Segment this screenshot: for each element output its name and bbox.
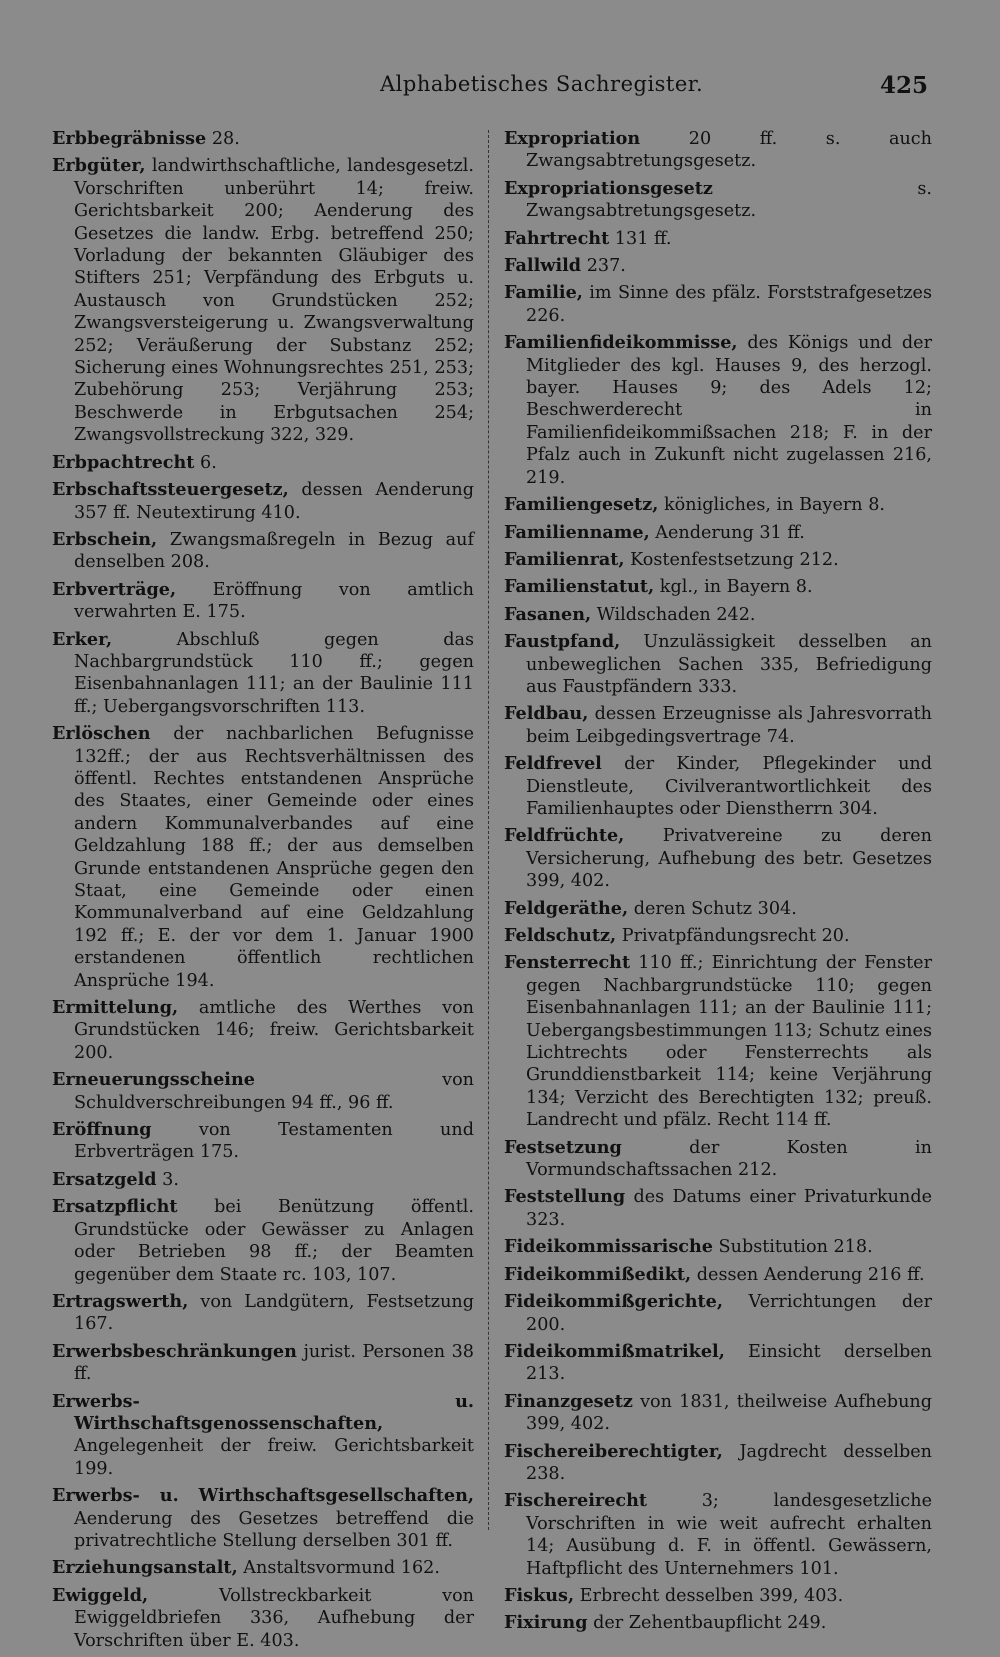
index-entry [504,925,932,947]
index-term: Erbpachtrecht [52,451,195,473]
index-references: von Schuldverschreibungen 94 ff., 96 ff. [74,1070,474,1113]
index-term: Feldschutz, [504,925,617,946]
index-term: Feldgeräthe, [504,897,629,919]
index-entry [52,1069,474,1114]
index-entry [504,549,932,571]
index-entry [504,1236,932,1258]
index-references: Substitution 218. [712,1237,873,1258]
index-entry [52,1485,474,1552]
index-term: Feldfrüchte, [504,825,625,847]
index-references: bei Benützung öffentl. Grundstücke oder Gewässer zu Anlagen oder Betrieben 98 ff.; der Beamten gegenüber dem Staate rc. 103, 107. [74,1197,474,1285]
left-column [52,128,474,1657]
index-term: Festsetzung [504,1136,622,1158]
index-entry [52,1391,474,1481]
index-references: Wildschaden 242. [591,604,756,625]
index-term: Expropriation [504,128,641,149]
index-entry [52,155,474,446]
index-references: Vollstreckbarkeit von Ewiggeldbriefen 336, Aufhebung der Vorschriften über E. 403. [74,1585,474,1651]
index-term: Fideikommißmatrikel, [504,1340,725,1362]
index-entry [52,1119,474,1164]
index-references: Privatvereine zu deren Versicherung, Aufhebung des betr. Gesetzes 399, 402. [526,826,932,892]
index-references: dessen Aenderung 216 ff. [691,1264,925,1285]
index-term: Fixirung [504,1612,588,1634]
index-term: Erwerbsbeschränkungen [52,1340,297,1362]
index-entry [504,332,932,489]
index-term: Erneuerungsscheine [52,1069,255,1091]
column-divider [488,130,489,1530]
index-references: Angelegenheit der freiw. Gerichtsbarkeit 199. [74,1436,474,1479]
index-term: Erker, [52,628,113,650]
index-references: 110 ff.; Einrichtung der Fenster gegen Nachbargrundstücke 110; gegen Eisenbahnanlagen 111; an der Baulinie 111; Uebergangsbestimmungen 113; Schutz eines Lichtrechts oder Fensterrechts als Grunddienstbarkeit 114; keine Verjährung 134; Verzicht des Berechtigten 132; preuß. Landrecht und pfälz. Recht 114 ff. [526,953,932,1131]
index-term: Ersatzpflicht [52,1196,178,1218]
index-entry [504,255,932,277]
index-references: Aenderung des Gesetzes betreffend die privatrechtliche Stellung derselben 301 ff. [74,1508,474,1551]
index-term: Familienstatut, [504,576,655,598]
index-entry [504,282,932,327]
index-term: Familienname, [504,521,650,543]
index-entry [504,1391,932,1436]
index-term: Expropriationsgesetz [504,177,713,199]
page-number: 425 [879,72,928,99]
index-references: der Kosten in Vormundschaftssachen 212. [526,1137,932,1181]
index-references: 3. [156,1169,179,1190]
index-term: Erziehungsanstalt, [52,1557,238,1579]
index-entry [52,579,474,624]
index-entry [504,522,932,544]
index-entry [504,898,932,920]
index-references: von 1831, theilweise Aufhebung 399, 402. [526,1391,932,1435]
index-references: dessen Aenderung 357 ff. Neutextirung 410. [74,480,474,523]
index-entry [504,952,932,1131]
index-term: Fensterrecht [504,952,631,974]
index-term: Fischereiberechtigter, [504,1440,723,1462]
index-references: 28. [206,129,240,149]
index-term: Erbbegräbnisse [52,128,207,149]
index-entry [52,629,474,719]
index-references: Eröffnung von amtlich verwahrten E. 175. [74,579,474,623]
index-references: Aenderung 31 ff. [649,522,805,543]
index-entry [504,1341,932,1386]
index-entry [52,1557,474,1579]
index-term: Faustpfand, [504,631,621,653]
index-references: 131 ff. [609,228,672,249]
index-entry [52,479,474,524]
index-term: Erlöschen [52,723,151,745]
index-entry [52,1291,474,1336]
running-title: Alphabetisches Sachregister. [380,72,704,96]
index-references: des Datums einer Privaturkunde 323. [526,1187,932,1230]
index-entry [504,1291,932,1336]
index-term: Fideikommißgerichte, [504,1291,723,1313]
index-references: im Sinne des pfälz. Forststrafgesetzes 226. [526,283,932,326]
index-references: des Königs und der Mitglieder des kgl. Hauses 9, des herzogl. bayer. Hauses 9; des Adels 12; Beschwerderecht in Familienfideikommißsachen 218; F. in der Pfalz auch in Zukunft nicht zugelassen 216, 219. [526,333,932,488]
index-references: von Testamenten und Erbverträgen 175. [74,1120,474,1163]
index-references: Anstaltsvormund 162. [237,1558,440,1579]
index-term: Erbverträge, [52,578,177,600]
index-term: Ermittelung, [52,997,179,1019]
index-references: der nachbarlichen Befugnisse 132ff.; der aus Rechtsverhältnissen des öffentl. Rechtes entstandenen Ansprüche des Staates, einer Gemeinde oder eines andern Kommunalverbandes auf eine Geldzahlung 188 ff.; der aus demselben Grunde entstandenen Ansprüche gegen den Staat, eine Gemeinde oder einen Kommunalverband auf eine Geldzahlung 192 ff.; E. der vor dem 1. Januar 1900 erstandenen öffentlich rechtlichen Ansprüche 194. [74,724,474,991]
index-term: Ewiggeld, [52,1584,149,1606]
index-entry [504,825,932,892]
index-entry [504,703,932,748]
index-references: Kostenfestsetzung 212. [624,549,839,570]
index-entry [504,753,932,820]
index-entry [52,1196,474,1286]
index-entry [504,494,932,516]
index-references: 6. [194,452,217,473]
index-term: Fasanen, [504,603,592,625]
index-references: kgl., in Bayern 8. [654,577,813,598]
index-term: Ertragswerth, [52,1290,189,1312]
index-references: s. Zwangsabtretungsgesetz. [526,178,932,222]
index-references: 3; landesgesetzliche Vorschriften in wie weit aufrecht erhalten 14; Ausübung d. F. in öffentl. Gewässern, Haftpflicht des Unternehmers 101. [526,1491,932,1579]
index-term: Finanzgesetz [504,1390,633,1412]
index-entry [504,128,932,173]
index-references: amtliche des Werthes von Grundstücken 146; freiw. Gerichtsbarkeit 200. [74,998,474,1063]
index-references: Unzulässigkeit desselben an unbeweglichen Sachen 335, Befriedigung aus Faustpfändern 333. [526,632,932,697]
index-entry [504,1490,932,1580]
index-references: königliches, in Bayern 8. [658,495,885,516]
index-entry [504,178,932,223]
index-term: Fideikommissarische [504,1236,713,1258]
index-term: Familiengesetz, [504,494,659,516]
index-references: Zwangsmaßregeln in Bezug auf denselben 208. [74,529,474,573]
index-entry [52,997,474,1064]
index-term: Feldbau, [504,703,589,725]
index-entry [504,1186,932,1231]
right-column [504,128,932,1640]
index-references: Jagdrecht desselben 238. [526,1441,932,1484]
page-header [0,72,1000,108]
index-references: 237. [581,256,626,277]
index-term: Fideikommißedikt, [504,1263,692,1285]
index-entry [504,631,932,698]
index-entry [52,1169,474,1191]
index-term: Familienrat, [504,548,625,570]
index-references: Erbrecht desselben 399, 403. [574,1585,844,1606]
index-references: von Landgütern, Festsetzung 167. [74,1291,474,1335]
index-references: Abschluß gegen das Nachbargrundstück 110 ff.; gegen Eisenbahnanlagen 111; an der Baulinie 111 ff.; Uebergangsvorschriften 113. [74,629,474,717]
index-entry [52,1341,474,1386]
index-term: Erwerbs- u. Wirthschaftsgenossenschaften, [52,1390,474,1434]
index-term: Erbschaftssteuergesetz, [52,479,289,501]
index-term: Familie, [504,282,583,304]
index-entry [504,1264,932,1286]
index-term: Erwerbs- u. Wirthschaftsgesellschaften, [52,1485,474,1507]
index-entry [504,1612,932,1634]
index-term: Erbgüter, [52,155,146,177]
index-entry [52,529,474,574]
index-references: Privatpfändungsrecht 20. [616,926,850,946]
index-term: Eröffnung [52,1119,152,1141]
index-term: Fiskus, [504,1584,575,1606]
index-entry [52,723,474,992]
index-term: Fahrtrecht [504,227,610,249]
index-references: Einsicht derselben 213. [526,1341,932,1385]
index-term: Familienfideikommisse, [504,332,738,354]
index-term: Ersatzgeld [52,1168,157,1190]
index-references: dessen Erzeugnisse als Jahresvorrath beim Leibgedingsvertrage 74. [526,704,932,747]
index-references: 20 ff. s. auch Zwangsabtretungsgesetz. [526,129,932,172]
index-entry [504,576,932,598]
index-entry [504,1441,932,1486]
index-references: deren Schutz 304. [628,898,797,919]
index-entry [504,1137,932,1182]
index-entry [52,1585,474,1652]
index-references: der Zehentbaupflicht 249. [587,1613,827,1634]
index-entry [52,452,474,474]
index-term: Erbschein, [52,528,158,550]
index-term: Fallwild [504,255,582,277]
index-entry [504,1585,932,1607]
index-references: der Kinder, Pflegekinder und Dienstleute, Civilverantwortlichkeit des Familienhauptes oder Dienstherrn 304. [526,754,932,819]
index-entry [504,604,932,626]
index-term: Feldfrevel [504,753,602,775]
index-entry [504,228,932,250]
index-references: jurist. Personen 38 ff. [74,1341,474,1385]
index-term: Feststellung [504,1186,626,1208]
index-entry [52,128,474,150]
index-term: Fischereirecht [504,1490,648,1512]
index-references: Verrichtungen der 200. [526,1292,932,1335]
index-references: landwirthschaftliche, landesgesetzl. Vorschriften unberührt 14; freiw. Gerichtsbarkeit 200; Aenderung des Gesetzes die landw. Erbg. betreffend 250; Vorladung der bekannten Gläubiger des Stifters 251; Verpfändung des Erbguts u. Austausch von Grundstücken 252; Zwangsversteigerung u. Zwangsverwaltung 252; Veräußerung der Substanz 252; Sicherung eines Wohnungsrechtes 251, 253; Zubehörung 253; Verjährung 253; Beschwerde in Erbgutsachen 254; Zwangsvollstreckung 322, 329. [74,156,474,446]
